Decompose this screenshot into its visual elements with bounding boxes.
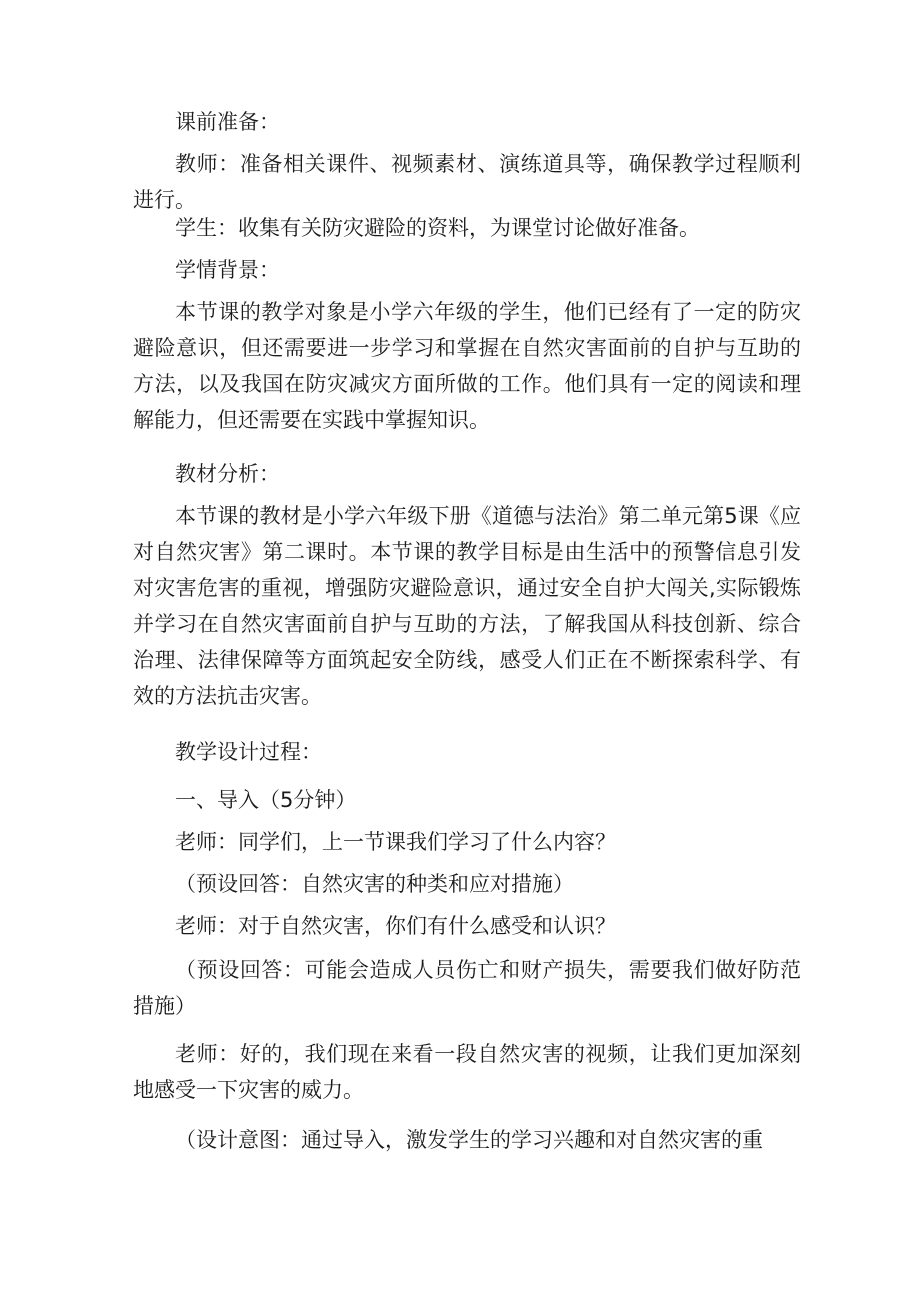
dialogue-expected-answer-2: （预设回答：可能会造成人员伤亡和财产损失，需要我们做好防范措施） (133, 958, 801, 1018)
heading-pre-class-preparation: 课前准备： (175, 110, 280, 134)
dialogue-teacher-question-1: 老师：同学们，上一节课我们学习了什么内容？ (175, 830, 616, 854)
paragraph-student-preparation: 学生：收集有关防灾避险的资料，为课堂讨论做好准备。 (175, 216, 700, 240)
paragraph-textbook-analysis: 本节课的教材是小学六年级下册《道德与法治》第二单元第5课《应对自然灾害》第二课时。本节课的教学目标是由生活中的预警信息引发对灾害危害的重视，增强防灾避险意识，通过安全自护大闯关,实际锻炼并学习在自然灾害面前自护与互助的方法，了解我国从科技创新、综合治理、法律保障等方面筑起安全防线，感受人们正在不断探索科学、有效的方法抗击灾害。 (133, 504, 801, 708)
section-introduction-heading: 一、导入（5分钟） (175, 788, 357, 812)
paragraph-learning-background: 本节课的教学对象是小学六年级的学生，他们已经有了一定的防灾避险意识，但还需要进一步学习和掌握在自然灾害面前的自护与互助的方法，以及我国在防灾减灾方面所做的工作。他们具有一定的阅读和理解能力，但还需要在实践中掌握知识。 (133, 300, 801, 432)
dialogue-teacher-question-2: 老师：对于自然灾害，你们有什么感受和认识？ (175, 914, 616, 938)
dialogue-teacher-video-intro: 老师：好的，我们现在来看一段自然灾害的视频，让我们更加深刻地感受一下灾害的威力。 (133, 1042, 801, 1102)
dialogue-expected-answer-1: （预设回答：自然灾害的种类和应对措施） (175, 872, 574, 896)
heading-textbook-analysis: 教材分析： (175, 462, 280, 486)
paragraph-teacher-preparation: 教师：准备相关课件、视频素材、演练道具等，确保教学过程顺利进行。 (133, 152, 801, 212)
paragraph-design-intent: （设计意图：通过导入，激发学生的学习兴趣和对自然灾害的重 (175, 1128, 763, 1152)
heading-teaching-design-process: 教学设计过程： (175, 740, 322, 764)
heading-learning-background: 学情背景： (175, 258, 280, 282)
